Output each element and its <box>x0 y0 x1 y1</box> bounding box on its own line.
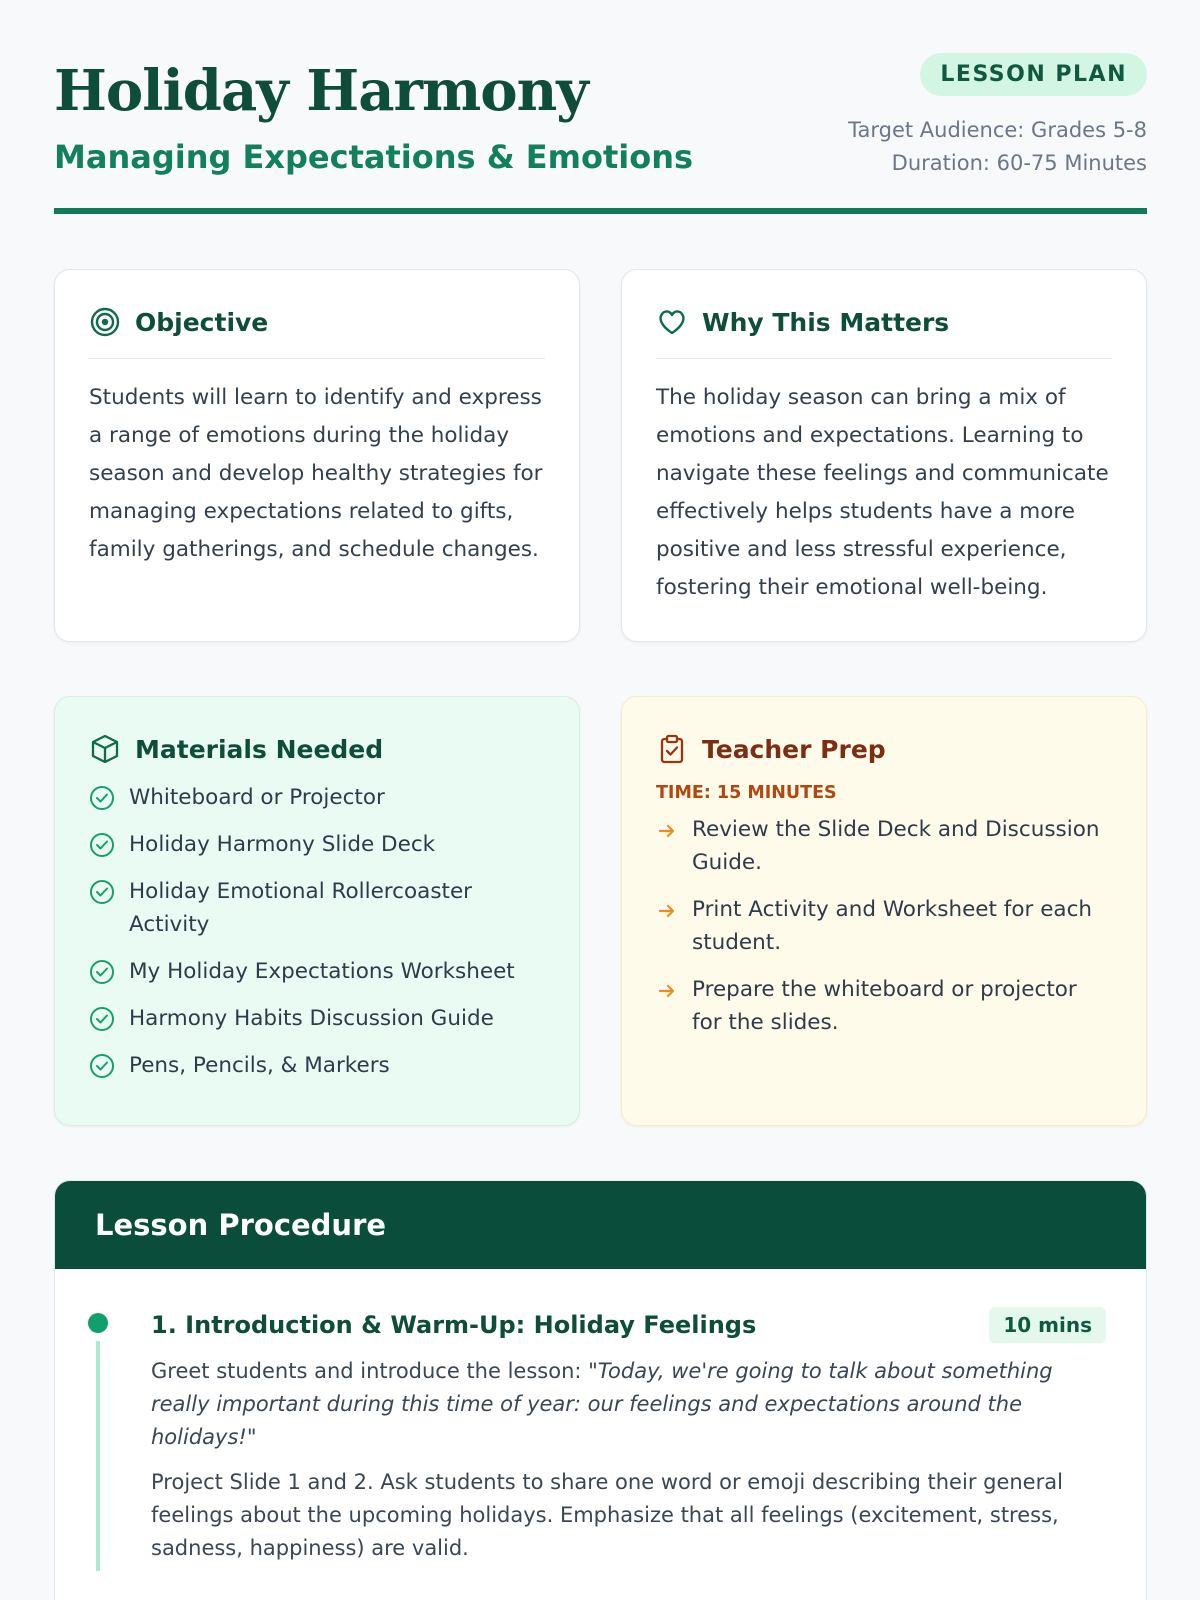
target-audience: Target Audience: Grades 5-8 <box>848 118 1147 142</box>
duration: Duration: 60-75 Minutes <box>891 151 1147 175</box>
materials-list <box>89 781 545 1082</box>
check-circle-icon <box>89 1006 115 1032</box>
objective-title: Objective <box>135 307 269 337</box>
check-circle-icon <box>89 832 115 858</box>
prep-item-label: Print Activity and Worksheet for each student. <box>692 897 1093 955</box>
arrow-right-icon <box>656 820 678 842</box>
list-item <box>656 973 1112 1039</box>
material-label: Holiday Harmony Slide Deck <box>129 832 436 857</box>
step-body: Project Slide 1 and 2. Ask students to share one word or emoji describing their general feelings about the upcoming holidays. Emphasize that all feelings (excitement, stress, sadness, happiness) are valid. <box>151 1470 1063 1560</box>
check-circle-icon <box>89 879 115 905</box>
step-quote: "Today, we're going to talk about something really important during this time of year: our feelings and expectations around the holidays!" <box>151 1359 1053 1449</box>
timeline-dot <box>88 1313 108 1333</box>
lesson-meta <box>848 114 1147 180</box>
prep-title: Teacher Prep <box>702 734 886 764</box>
check-circle-icon <box>89 785 115 811</box>
prep-heading <box>656 729 1112 769</box>
why-card <box>621 269 1147 642</box>
box-icon <box>89 733 121 765</box>
list-item <box>656 893 1112 959</box>
list-item <box>89 955 545 988</box>
prep-item-label: Prepare the whiteboard or projector for the slides. <box>692 977 1077 1035</box>
objective-text: Students will learn to identify and express a range of emotions during the holiday season and develop healthy strategies for managing expectations related to gifts, family gatherings, and schedule changes. <box>89 385 543 562</box>
list-item <box>89 781 545 814</box>
material-label: My Holiday Expectations Worksheet <box>129 959 515 984</box>
material-label: Pens, Pencils, & Markers <box>129 1053 390 1078</box>
card-divider <box>89 358 545 359</box>
prep-list <box>656 813 1112 1039</box>
procedure-title: Lesson Procedure <box>55 1181 1146 1269</box>
list-item <box>89 1049 545 1082</box>
lesson-plan-page <box>54 0 1147 1560</box>
step-duration-badge: 10 mins <box>989 1307 1106 1343</box>
why-heading <box>656 302 1112 342</box>
material-label: Whiteboard or Projector <box>129 785 385 810</box>
material-label: Harmony Habits Discussion Guide <box>129 1006 494 1031</box>
step-title: 1. Introduction & Warm-Up: Holiday Feelings <box>151 1311 757 1339</box>
clipboard-check-icon <box>656 733 688 765</box>
arrow-right-icon <box>656 900 678 922</box>
teacher-prep-card <box>621 696 1147 1126</box>
page-subtitle: Managing Expectations & Emotions <box>54 138 694 176</box>
list-item <box>89 875 545 941</box>
target-icon <box>89 306 121 338</box>
step-intro-text: Greet students and introduce the lesson: <box>151 1359 589 1383</box>
timeline-line <box>96 1341 100 1571</box>
why-text: The holiday season can bring a mix of emotions and expectations. Learning to navigate these feelings and communicate effectively helps students have a more positive and less stressful experience, fostering their emotional well-being. <box>656 385 1109 600</box>
procedure-step <box>55 1269 1146 1565</box>
heart-icon <box>656 306 688 338</box>
materials-heading <box>89 729 545 769</box>
step-header <box>151 1307 1106 1343</box>
list-item <box>656 813 1112 879</box>
material-label: Holiday Emotional Rollercoaster Activity <box>129 879 473 937</box>
materials-title: Materials Needed <box>135 734 384 764</box>
card-divider <box>656 358 1112 359</box>
lesson-plan-badge: LESSON PLAN <box>920 53 1147 96</box>
check-circle-icon <box>89 1053 115 1079</box>
list-item <box>89 828 545 861</box>
page-title: Holiday Harmony <box>54 58 588 124</box>
objective-heading <box>89 302 545 342</box>
list-item <box>89 1002 545 1035</box>
arrow-right-icon <box>656 980 678 1002</box>
objective-card <box>54 269 580 642</box>
prep-time-label: TIME: 15 MINUTES <box>656 783 837 803</box>
materials-card <box>54 696 580 1126</box>
check-circle-icon <box>89 959 115 985</box>
header-divider <box>54 208 1147 214</box>
lesson-procedure <box>54 1180 1147 1600</box>
step-intro <box>151 1355 1106 1454</box>
prep-item-label: Review the Slide Deck and Discussion Guide. <box>692 817 1100 875</box>
page-header <box>54 0 1147 216</box>
why-title: Why This Matters <box>702 307 950 337</box>
